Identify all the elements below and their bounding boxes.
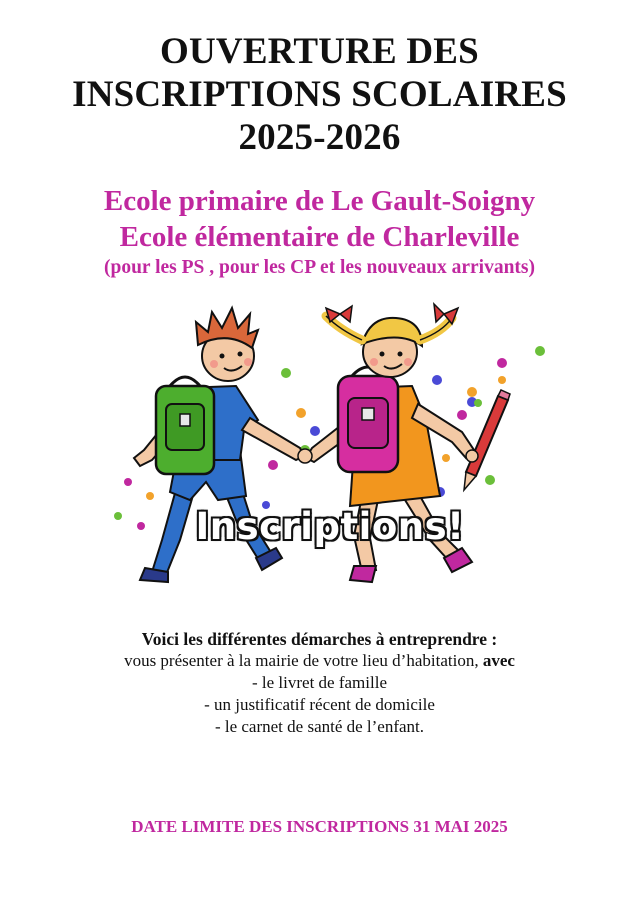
- steps-block: [0, 628, 639, 738]
- children-illustration: [100, 300, 560, 595]
- school-audience-note: (pour les PS , pour les CP et les nouveaux arrivants): [104, 257, 535, 278]
- step-item: - le carnet de santé de l’enfant.: [214, 717, 425, 736]
- steps-instruction-bold: avec: [482, 651, 515, 670]
- school-block: [0, 183, 639, 281]
- steps-instruction: [0, 650, 639, 672]
- step-item: - un justificatif récent de domicile: [204, 695, 435, 714]
- title-year: 2025-2026: [238, 117, 401, 158]
- steps-intro: Voici les différentes démarches à entreprendre :: [141, 629, 498, 649]
- deadline-text: DATE LIMITE DES INSCRIPTIONS 31 MAI 2025: [131, 817, 508, 836]
- inscriptions-badge: Inscriptions!: [195, 505, 465, 548]
- title-line-2: INSCRIPTIONS SCOLAIRES: [72, 74, 567, 115]
- main-title: [0, 30, 639, 159]
- steps-instruction-text: vous présenter à la mairie de votre lieu d’habitation,: [124, 651, 483, 670]
- school-name-2: Ecole élémentaire de Charleville: [119, 221, 520, 253]
- school-name-1: Ecole primaire de Le Gault-Soigny: [103, 185, 536, 217]
- step-item: - le livret de famille: [252, 673, 387, 692]
- title-line-1: OUVERTURE DES: [160, 31, 479, 72]
